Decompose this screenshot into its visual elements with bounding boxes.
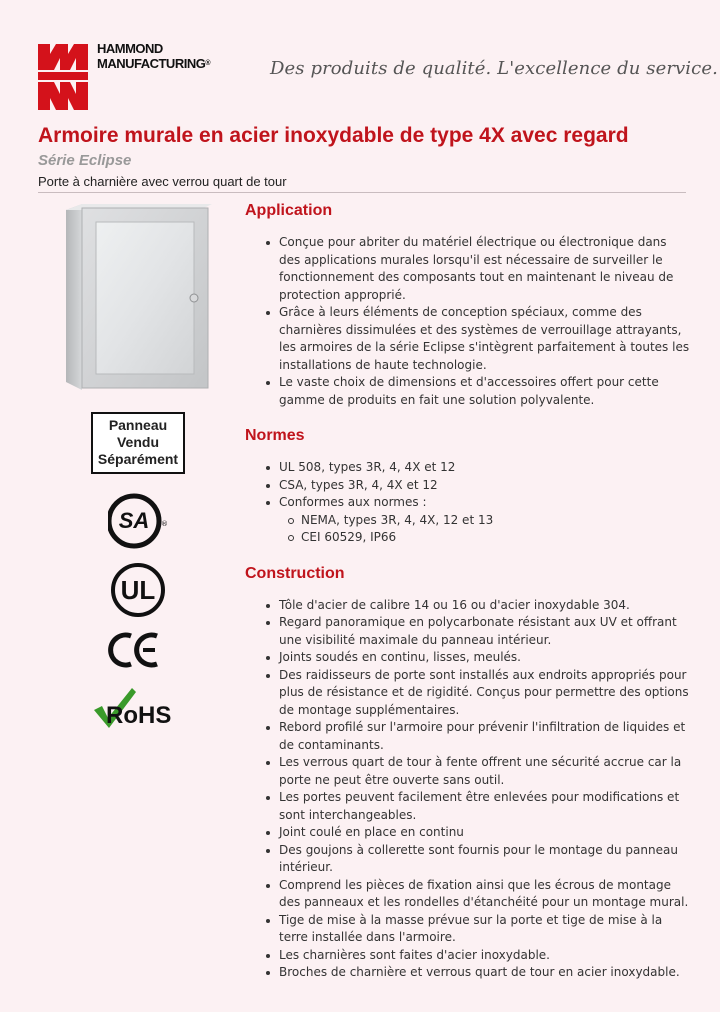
list-item: Joints soudés en continu, lisses, meulés. xyxy=(279,649,691,667)
brand-name xyxy=(97,41,210,71)
rohs-logo xyxy=(92,684,184,732)
list-item: Les portes peuvent facilement être enlevées pour modifications et sont interchangeables. xyxy=(279,789,691,824)
header xyxy=(0,0,720,118)
list-item: Rebord profilé sur l'armoire pour prévenir l'infiltration de liquides et de contaminants. xyxy=(279,719,691,754)
svg-text:SA: SA xyxy=(118,508,150,533)
sublist-item: CEI 60529, IP66 xyxy=(301,529,691,547)
section-application xyxy=(245,202,691,409)
list-item: Tige de mise à la masse prévue sur la porte et tige de mise à la terre installée dans l'armoire. xyxy=(279,912,691,947)
panel-note-line-2: Vendu xyxy=(116,434,159,450)
list-item: Conformes aux normes : NEMA, types 3R, 4, 4X, 12 et 13 CEI 60529, IP66 xyxy=(279,494,691,547)
panel-note-line-1: Panneau xyxy=(108,417,168,433)
page-title: Armoire murale en acier inoxydable de type 4X avec regard xyxy=(38,124,629,147)
section-heading-construction: Construction xyxy=(245,564,345,582)
series-name: Série Eclipse xyxy=(38,152,132,169)
panel-note-line-3: Séparément xyxy=(97,451,179,467)
list-item: Joint coulé en place en continu xyxy=(279,824,691,842)
list-item: Tôle d'acier de calibre 14 ou 16 ou d'acier inoxydable 304. xyxy=(279,597,691,615)
section-normes xyxy=(245,427,691,547)
brand-line-1: HAMMOND xyxy=(97,41,163,56)
registered-mark: ® xyxy=(205,60,210,67)
rohs-label: RoHS xyxy=(106,702,172,729)
application-list xyxy=(245,234,691,409)
main-content xyxy=(245,202,691,982)
list-item: Regard panoramique en polycarbonate résistant aux UV et offrant une visibilité maximale du panneau intérieur. xyxy=(279,614,691,649)
csa-logo-icon xyxy=(108,490,168,552)
section-construction xyxy=(245,565,691,982)
normes-sublist xyxy=(279,512,691,547)
divider xyxy=(38,192,686,193)
normes-list xyxy=(245,459,691,547)
list-item: Comprend les pièces de fixation ainsi que les écrous de montage des panneaux et les rondelles d'étanchéité pour un montage mural. xyxy=(279,877,691,912)
panel-sold-separately-badge xyxy=(91,412,185,474)
list-item: Conçue pour abriter du matériel électrique ou électronique dans des applications murales lorsqu'il est nécessaire de surveiller le fonctionnement des composants tout en maintenant le niveau de protection approprié. xyxy=(279,234,691,304)
brand-line-2: MANUFACTURING® xyxy=(97,56,210,71)
product-subtitle: Porte à charnière avec verrou quart de tour xyxy=(38,174,287,189)
list-item: Les charnières sont faites d'acier inoxydable. xyxy=(279,947,691,965)
list-item: Broches de charnière et verrous quart de tour en acier inoxydable. xyxy=(279,964,691,982)
list-item: Grâce à leurs éléments de conception spéciaux, comme des charnières dissimulées et des systèmes de verrouillage attrayants, les armoires de la série Eclipse s'intègrent parfaitement à toutes les installations de haute technologie. xyxy=(279,304,691,374)
list-item: CSA, types 3R, 4, 4X et 12 xyxy=(279,477,691,495)
enclosure-product-image xyxy=(64,204,214,390)
list-item: Les verrous quart de tour à fente offrent une sécurité accrue car la porte ne peut être ouverte sans outil. xyxy=(279,754,691,789)
ce-mark-icon xyxy=(107,630,163,670)
construction-list xyxy=(245,597,691,982)
tagline: Des produits de qualité. L'excellence du service. xyxy=(270,58,718,79)
section-heading-application: Application xyxy=(245,202,333,219)
list-item: Des raidisseurs de porte sont installés aux endroits appropriés pour plus de résistance et de rigidité. Conçus pour permettre des options de montage supplémentaires. xyxy=(279,667,691,720)
csa-registered-mark: ® xyxy=(161,520,168,528)
hammond-logo-icon xyxy=(36,40,90,112)
list-item: Des goujons à collerette sont fournis pour le montage du panneau intérieur. xyxy=(279,842,691,877)
list-item: UL 508, types 3R, 4, 4X et 12 xyxy=(279,459,691,477)
list-item: Le vaste choix de dimensions et d'accessoires offert pour cette gamme de produits en fait une solution polyvalente. xyxy=(279,374,691,409)
ul-logo-icon xyxy=(110,562,166,618)
sublist-item: NEMA, types 3R, 4, 4X, 12 et 13 xyxy=(301,512,691,530)
section-heading-normes: Normes xyxy=(245,427,305,444)
svg-text:UL: UL xyxy=(120,575,156,605)
